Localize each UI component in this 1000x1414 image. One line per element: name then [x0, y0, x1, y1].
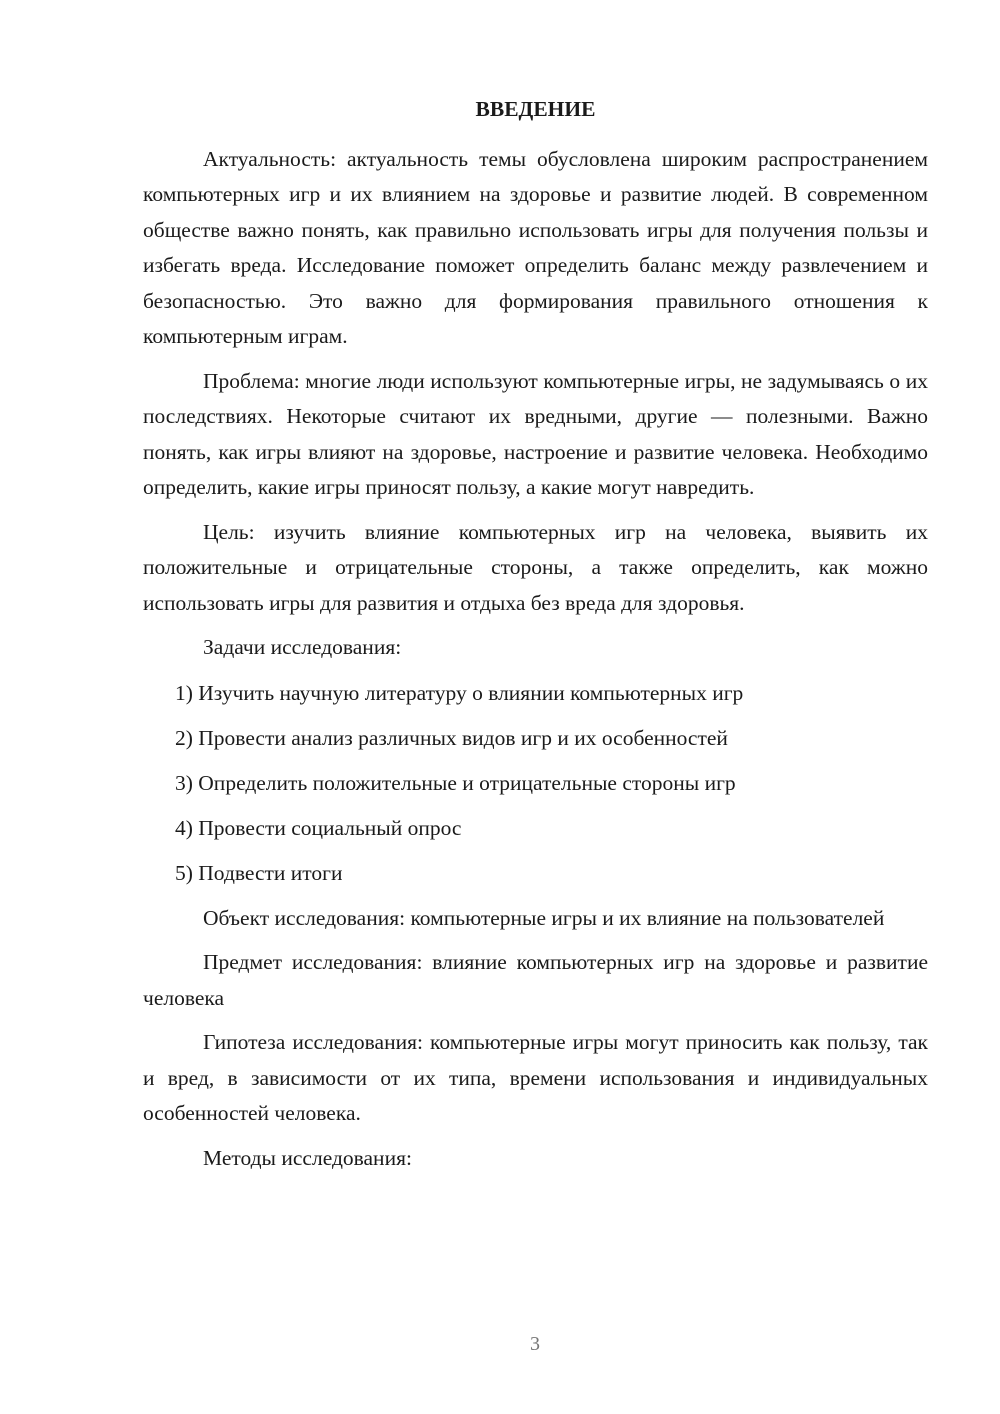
document-title: ВВЕДЕНИЕ: [475, 97, 596, 121]
document-page: [143, 92, 928, 1186]
task-item: 5) Подвести итоги: [175, 860, 343, 885]
goal-paragraph: Цель: изучить влияние компьютерных игр на человека, выявить их положительные и отрицательные стороны, а также определить, как можно использовать игры для развития и отдыха без вреда для здоровья.: [143, 519, 928, 615]
task-item: 2) Провести анализ различных видов игр и их особенностей: [175, 725, 728, 750]
hypothesis-paragraph: Гипотеза исследования: компьютерные игры могут приносить как пользу, так и вред, в зависимости от их типа, времени использования и индивидуальных особенностей человека.: [143, 1030, 928, 1125]
tasks-heading: Задачи исследования:: [203, 635, 402, 659]
tasks-list: [143, 676, 928, 892]
problem-paragraph: Проблема: многие люди используют компьютерные игры, не задумываясь о их последствиях. Некоторые считают их вредными, другие — полезными. Важно понять, как игры влияют на здоровье, настроение и развитие человека. Необходимо определить, какие игры приносят пользу, а какие могут навредить.: [143, 368, 928, 499]
page-number: 3: [530, 1333, 540, 1355]
task-item: 3) Определить положительные и отрицательные стороны игр: [175, 770, 736, 795]
object-paragraph: Объект исследования: компьютерные игры и их влияние на пользователей: [203, 905, 885, 930]
task-item: 1) Изучить научную литературу о влиянии компьютерных игр: [175, 680, 744, 705]
task-item: 4) Провести социальный опрос: [175, 815, 462, 840]
relevance-paragraph: Актуальность: актуальность темы обусловлена широким распространением компьютерных игр и их влиянием на здоровье и развитие людей. В современном обществе важно понять, как правильно использовать игры для получения пользы и избегать вреда. Исследование поможет определить баланс между развлечением и безопасностью. Это важно для формирования правильного отношения к компьютерным играм.: [143, 146, 928, 348]
subject-paragraph: Предмет исследования: влияние компьютерных игр на здоровье и развитие человека: [143, 950, 928, 1010]
methods-heading: Методы исследования:: [203, 1145, 412, 1170]
